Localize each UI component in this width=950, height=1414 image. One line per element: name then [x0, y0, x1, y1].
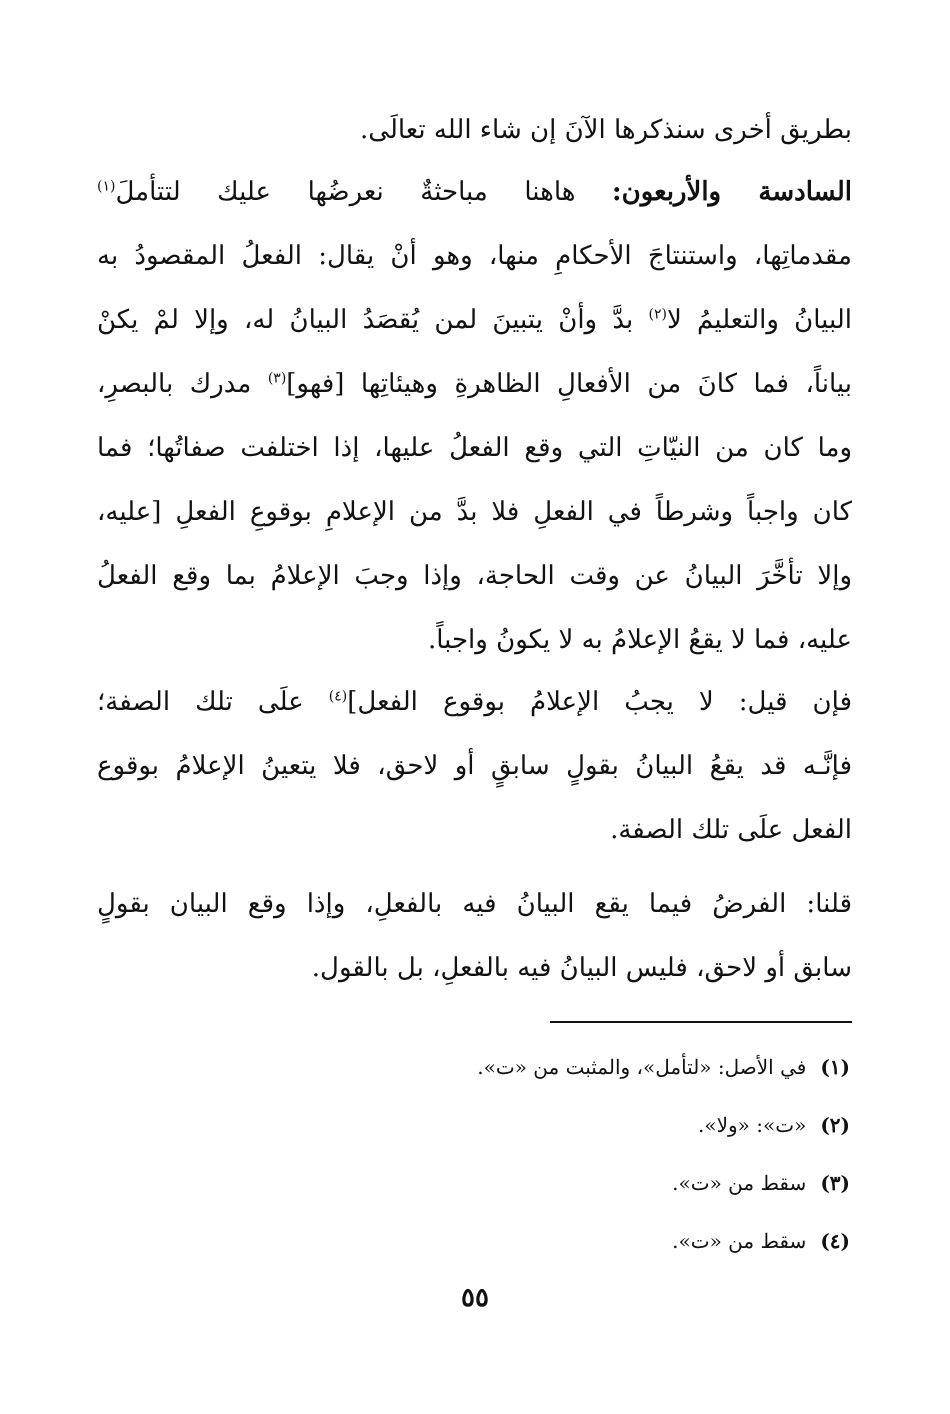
footnote-text: سقط من «ت». [672, 1229, 807, 1253]
section-heading: السادسة والأربعون: [612, 177, 852, 207]
text-line: وما كان من النيّاتِ التي وقع الفعلُ عليها، إذا اختلفت صفاتُها؛ فما [97, 433, 852, 463]
text-line: بطريق أخرى سنذكرها الآنَ إن شاء الله تعالَى. [360, 115, 852, 145]
footnote-number: (١) [820, 1055, 850, 1079]
paragraph-1 [97, 98, 852, 162]
text-segment: بياناً، فما كانَ من الأفعالِ الظاهرةِ وهيئاتِها [فهو] [286, 369, 852, 399]
text-line [97, 670, 852, 734]
paragraph-3 [97, 670, 852, 862]
text-line [97, 160, 852, 224]
text-segment: فإن قيل: لا يجبُ الإعلامُ بوقوع الفعل] [347, 687, 853, 717]
footnote-text: سقط من «ت». [672, 1171, 807, 1195]
text-line [97, 352, 852, 416]
footnotes [250, 1038, 850, 1270]
footnote [250, 1096, 850, 1154]
text-segment: البيانُ والتعليمُ لا [666, 305, 852, 335]
paragraph-4 [97, 872, 852, 1000]
text-line: مقدماتِها، واستنتاجَ الأحكامِ منها، وهو أنْ يقال: الفعلُ المقصودُ به [97, 241, 852, 271]
text-line: وإلا تأخَّرَ البيانُ عن وقت الحاجة، وإذا وجبَ الإعلامُ بما وقع الفعلُ [97, 561, 852, 591]
paragraph-2 [97, 160, 852, 672]
footnote [250, 1212, 850, 1270]
footnote-number: (٤) [820, 1229, 850, 1253]
text-line: عليه، فما لا يقعُ الإعلامُ به لا يكونُ واجباً. [427, 625, 852, 655]
footnote-ref: (٤) [328, 688, 348, 705]
text-line: كان واجباً وشرطاً في الفعلِ فلا بدَّ من الإعلامِ بوقوعِ الفعلِ [عليه، [97, 497, 852, 527]
footnote [250, 1154, 850, 1212]
text-segment: علَى تلك الصفة؛ [97, 687, 329, 717]
footnote [250, 1038, 850, 1096]
footnote-divider [550, 1021, 852, 1023]
footnote-text: في الأصل: «لتأمل»، والمثبت من «ت». [477, 1055, 807, 1079]
footnote-number: (٢) [820, 1113, 850, 1137]
footnote-ref: (٢) [648, 306, 667, 323]
footnote-text: «ت»: «ولا». [698, 1113, 807, 1137]
text-line [97, 288, 852, 352]
footnote-ref: (١) [97, 178, 116, 195]
text-segment: هاهنا مباحثةٌ نعرضُها عليك لتتأملَ [115, 177, 576, 207]
text-segment: بدَّ وأنْ يتبينَ لمن يُقصَدُ البيانُ له، وإلا لمْ يكنْ [97, 305, 649, 335]
text-line: فإنَّـه قد يقعُ البيانُ بقولٍ سابقٍ أو لاحق، فلا يتعينُ الإعلامُ بوقوع [97, 751, 852, 781]
footnote-ref: (٣) [267, 370, 287, 387]
page-number: ٥٥ [461, 1283, 489, 1313]
text-line: قلنا: الفرضُ فيما يقع البيانُ فيه بالفعلِ، وإذا وقع البيان بقولٍ [97, 889, 852, 919]
text-line: سابق أو لاحق، فليس البيانُ فيه بالفعلِ، بل بالقول. [311, 953, 852, 983]
text-segment: مدرك بالبصرِ، [97, 369, 268, 399]
footnote-number: (٣) [820, 1171, 850, 1195]
text-line: الفعل علَى تلك الصفة. [610, 815, 852, 845]
